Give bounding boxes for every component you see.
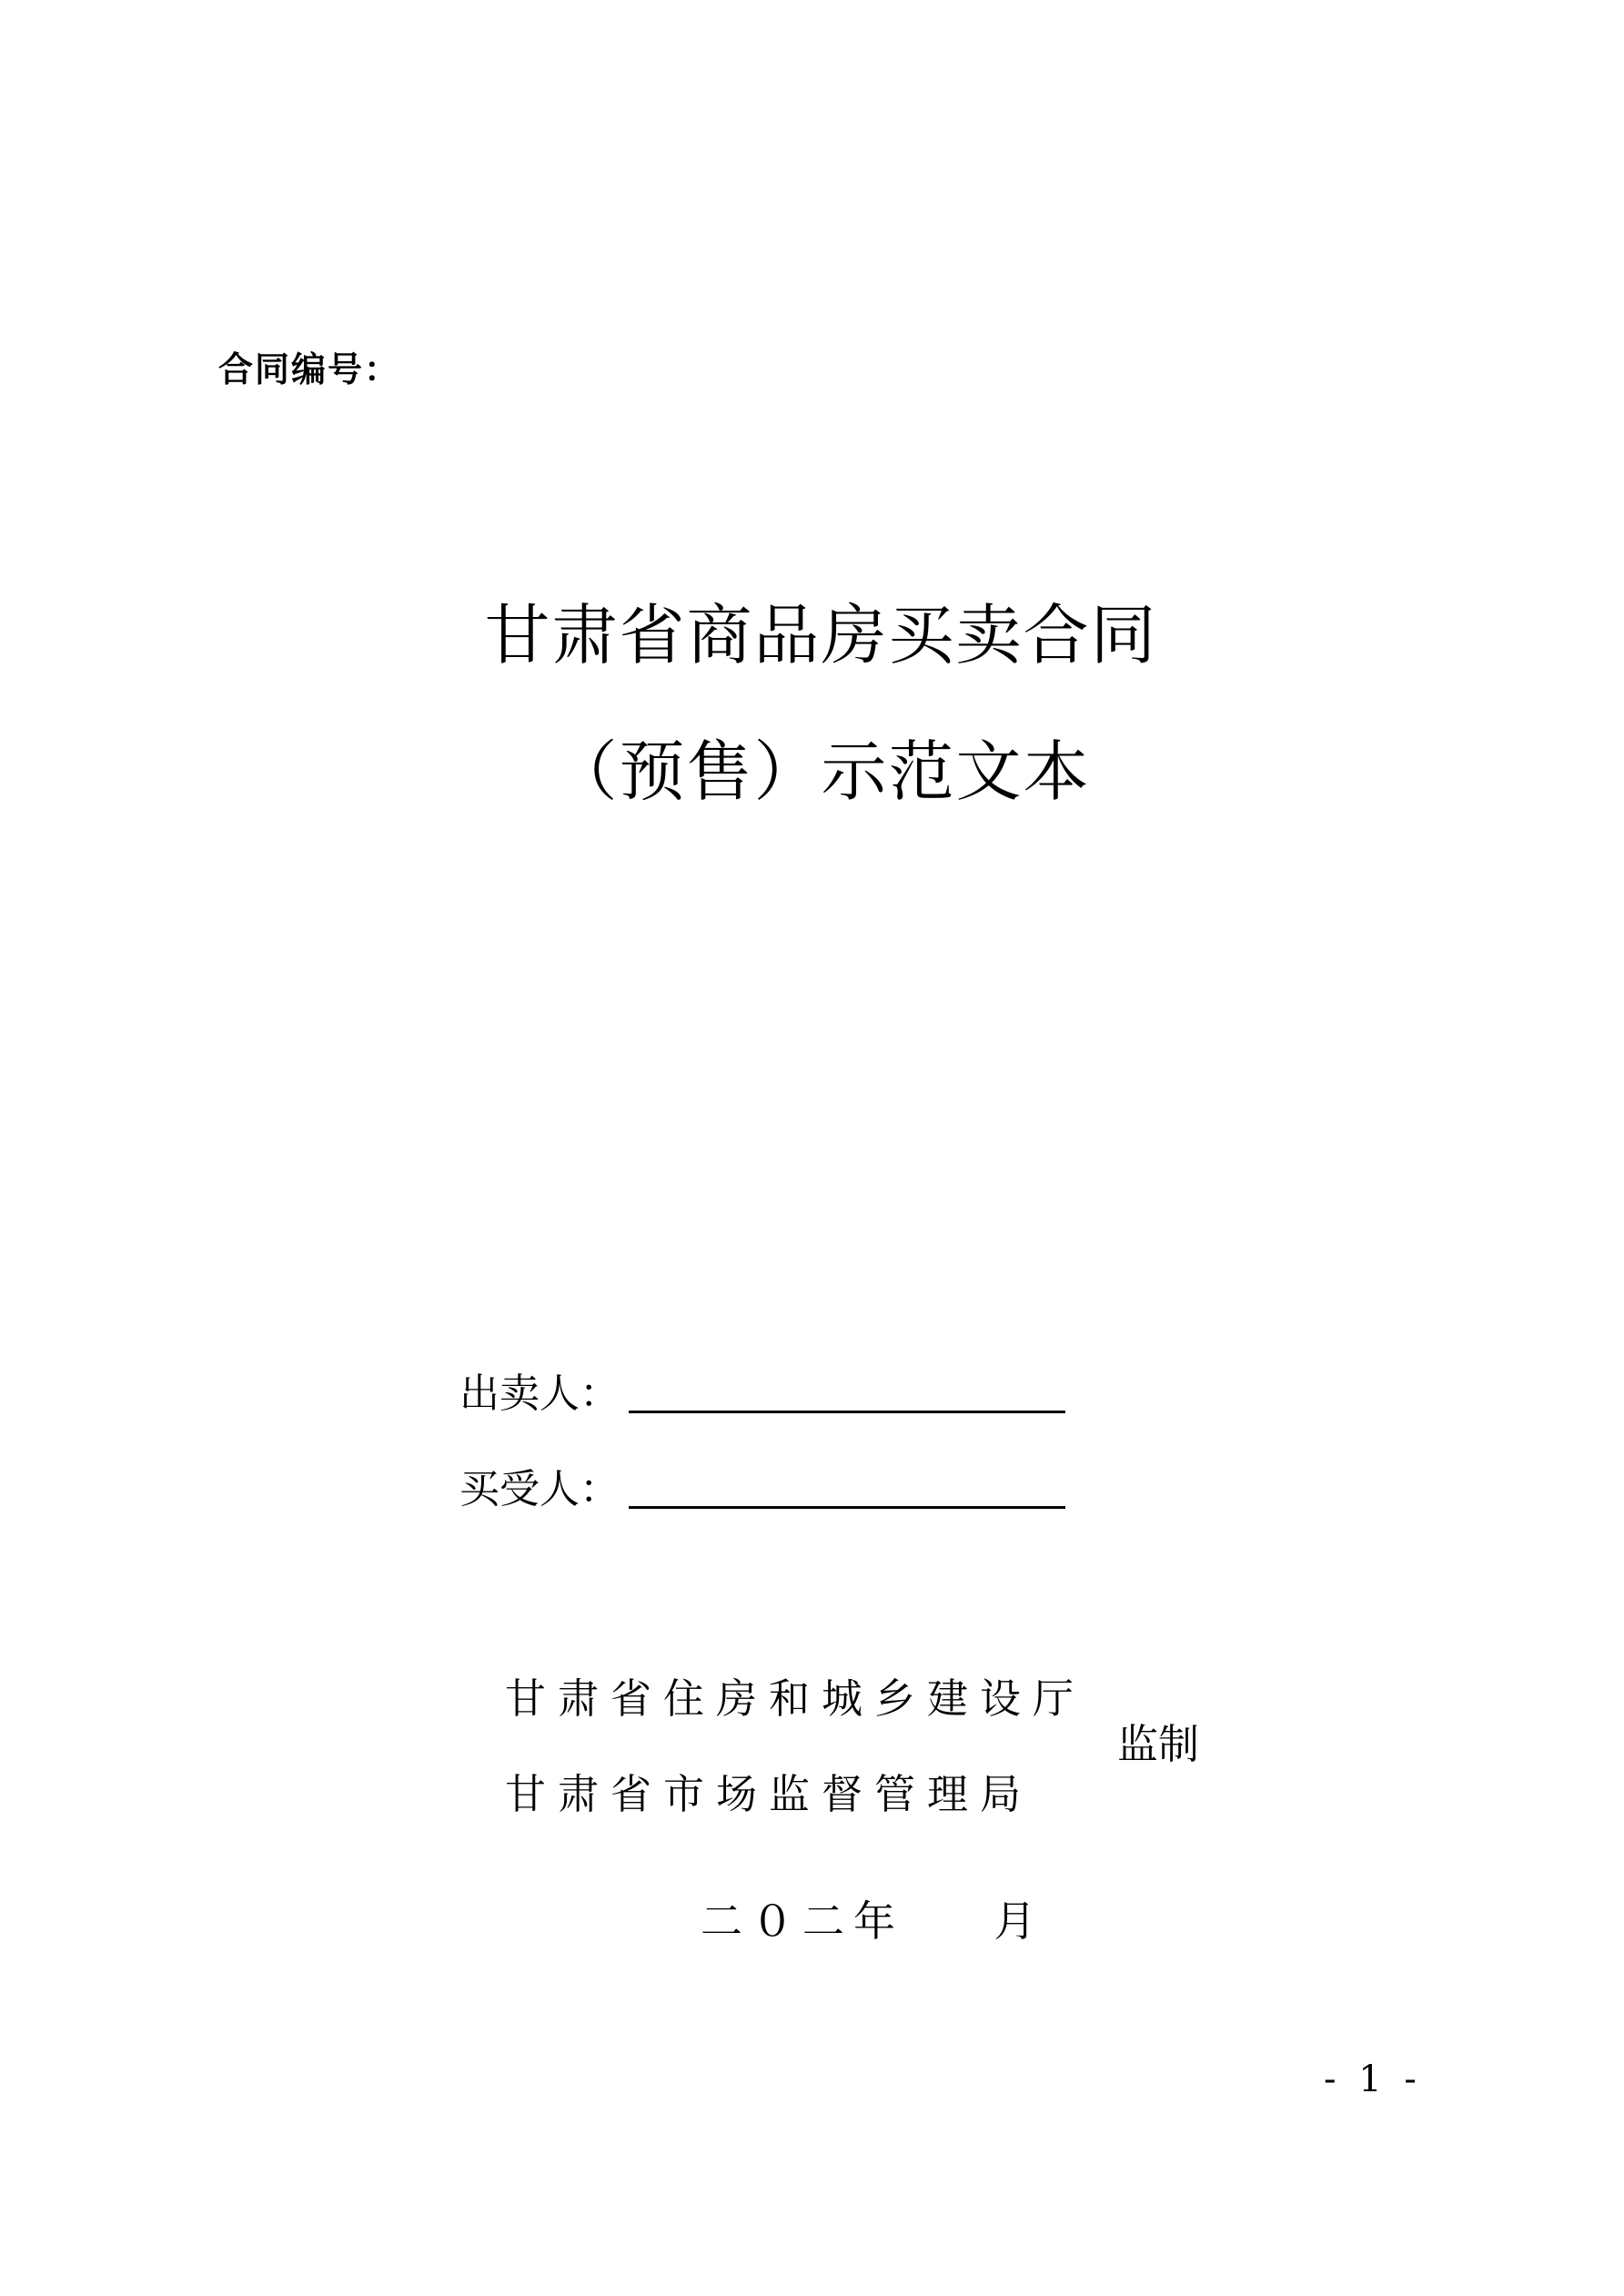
document-subtitle: （预售）示范文本 xyxy=(551,733,1091,810)
issuer-market-regulation-bureau: 甘肃省市场监督管理局 xyxy=(505,1770,1034,1818)
contract-number-label: 合同编号： xyxy=(218,349,401,389)
document-title: 甘肃省商品房买卖合同 xyxy=(484,597,1158,673)
seller-blank-line xyxy=(629,1411,1065,1413)
buyer-blank-line xyxy=(629,1506,1065,1509)
supervise-label: 监制 xyxy=(1117,1720,1200,1768)
page-number: - 1 - xyxy=(1324,2058,1422,2100)
buyer-row xyxy=(459,1456,1065,1514)
seller-row xyxy=(459,1360,1065,1419)
issuer-housing-department: 甘肃省住房和城乡建设厅 xyxy=(505,1674,1086,1723)
issue-date: 二０二年 月 xyxy=(701,1896,1045,1946)
buyer-label: 买受人： xyxy=(459,1466,620,1512)
seller-label: 出卖人： xyxy=(459,1371,620,1417)
